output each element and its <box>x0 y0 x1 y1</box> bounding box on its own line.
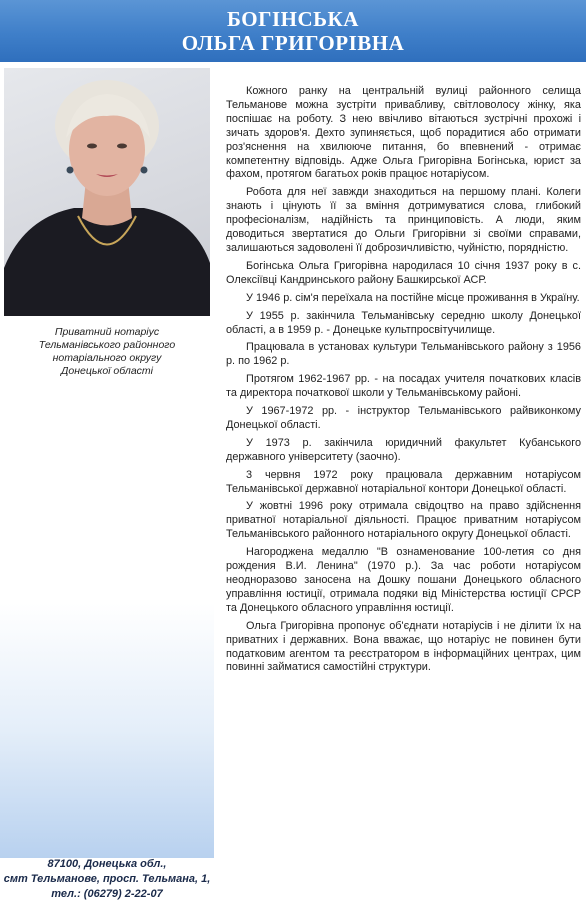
title-given-names: ОЛЬГА ГРИГОРІВНА <box>181 31 405 55</box>
portrait-illustration <box>4 68 210 316</box>
paragraph: Ольга Григорівна пропонує об'єднати нотаріусів і не ділити їх на приватних і державних. Вона вважає, що нотаріус не повинен бути податковим агентом та реєстратором в інформаційних центрах, цим повинні займатися самостійні структури. <box>226 619 581 674</box>
address-line: 87100, Донецька обл., <box>47 858 167 870</box>
paragraph: У жовтні 1996 року отримала свідоцтво на право здійснення приватної нотаріальної діяльності. Працює приватним нотаріусом Тельманівського районного нотаріального округу Донецької області. <box>226 500 581 541</box>
caption-line: Тельманівського районного <box>38 339 176 351</box>
phone-line: тел.: (06279) 2-22-07 <box>51 888 163 900</box>
paragraph: У 1955 р. закінчила Тельманівську середню школу Донецької області, а в 1959 р. - Донецьке культпросвітучилище. <box>226 309 581 336</box>
paragraph: 3 червня 1972 року працювала державним нотаріусом Тельманівської державної нотаріальної контори Донецької області. <box>226 468 581 495</box>
paragraph: У 1973 р. закінчила юридичний факультет Кубанського державного університету (заочно). <box>226 436 581 463</box>
caption-line: нотаріального округу <box>52 352 162 364</box>
paragraph: Кожного ранку на центральній вулиці районного селища Тельманове можна зустріти привабливу, світловолосу жінку, яка поспішає на роботу. З нею ввічливо вітаються зустрічні прохожі і зичать здоров'я. Дехто зупиняється, щоб порадитися або отримати роз'яснення на хвилююче питання, бо впевнений - отримає компетентну відповідь. Адже Ольга Григорівна Богінська, юрист за фахом, протягом багатьох років працює нотаріусом. <box>226 85 581 181</box>
paragraph: Нагороджена медаллю "В ознаменование 100-летия со дня рождения В.И. Ленина" (1970 р.). За час роботи нотаріусом неодноразово заносена на Дошку пошани Донецького обласного управління юстиції, отримала подяки від Міністерства юстиції СРСР та Донецького обласного управління юстиції. <box>226 546 581 614</box>
contact-address <box>0 857 214 902</box>
address-line: смт Тельманове, просп. Тельмана, 1, <box>3 873 211 885</box>
page-header <box>0 0 586 62</box>
caption-line: Донецької області <box>60 365 154 377</box>
notary-caption <box>0 326 214 378</box>
paragraph: У 1946 р. сім'я переїхала на постійне місце проживання в Україну. <box>246 291 580 304</box>
portrait-photo <box>4 68 210 316</box>
caption-line: Приватний нотаріус <box>54 326 160 338</box>
paragraph: Протягом 1962-1967 рр. - на посадах учителя початкових класів та директора початкової школи у Тельманівському районі. <box>226 373 581 400</box>
sidebar <box>0 62 214 900</box>
paragraph: Робота для неї завжди знаходиться на першому плані. Колеги знають і цінують її за вміння дотримуватися слова, глибокий професіоналізм, надійність та принциповість. А люди, яким доводиться звертатися до Ольги Григорівни зі своїми справами, залишаються задоволені її доброзичливістю, чуйністю, порядністю. <box>226 186 581 254</box>
paragraph: Працювала в установах культури Тельманівського району з 1956 р. по 1962 р. <box>226 341 581 368</box>
paragraph: Богінська Ольга Григорівна народилася 10 січня 1937 року в с. Олексіївці Кандринського району Башкирської АСР. <box>226 259 581 286</box>
article-body <box>226 85 581 679</box>
title-surname: БОГІНСЬКА <box>227 7 359 31</box>
paragraph: У 1967-1972 рр. - інструктор Тельманівського райвиконкому Донецької області. <box>226 405 581 431</box>
